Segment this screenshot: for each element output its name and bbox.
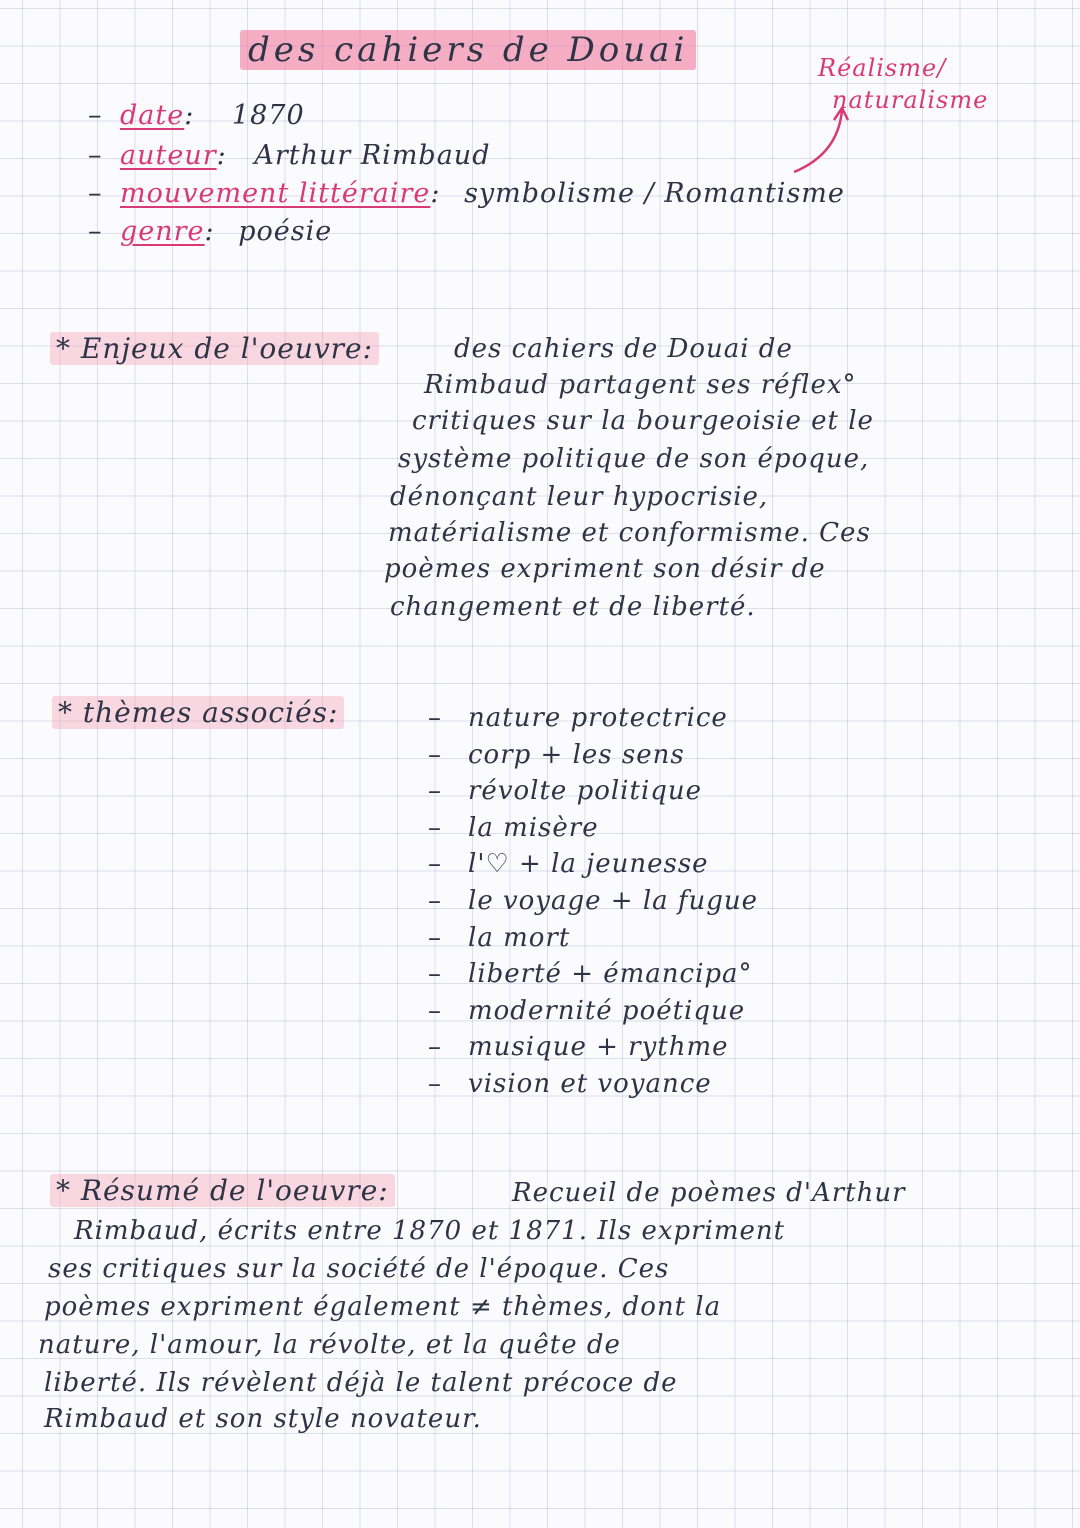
themes-heading-text: * thèmes associés: <box>52 696 344 729</box>
themes-list <box>428 700 758 1103</box>
enjeux-line-1: Rimbaud partagent ses réflex° <box>424 370 857 400</box>
meta-value: symbolisme / Romantisme <box>464 178 845 209</box>
side-note-line-1: Réalisme/ <box>818 54 947 82</box>
theme-item: – révolte politique <box>428 776 703 807</box>
meta-label: date <box>120 100 185 131</box>
enjeux-heading-text: * Enjeux de l'oeuvre: <box>50 332 379 365</box>
enjeux-line-5: matérialisme et conformisme. Ces <box>388 518 871 548</box>
side-note-line-2: naturalisme <box>832 86 989 114</box>
meta-label: mouvement littéraire <box>120 178 431 209</box>
theme-item: – la mort <box>428 922 571 953</box>
enjeux-line-0: des cahiers de Douai de <box>454 334 793 364</box>
theme-item: – l'♡ + la jeunesse <box>428 849 709 880</box>
enjeux-line-6: poèmes expriment son désir de <box>384 554 826 584</box>
meta-sep: : <box>216 140 227 171</box>
resume-line-1: Rimbaud, écrits entre 1870 et 1871. Ils expriment <box>74 1216 786 1246</box>
meta-row-date: – date: 1870 <box>88 100 305 131</box>
meta-row-mouvement: – mouvement littéraire: symbolisme / Romantisme <box>88 178 845 209</box>
enjeux-line-2: critiques sur la bourgeoisie et le <box>412 406 874 436</box>
meta-row-auteur: – auteur: Arthur Rimbaud <box>88 140 491 171</box>
resume-line-0: Recueil de poèmes d'Arthur <box>512 1178 906 1208</box>
theme-item: – liberté + émancipa° <box>428 959 753 990</box>
meta-sep: : <box>430 178 441 209</box>
page-title: des cahiers de Douai <box>240 30 696 70</box>
resume-line-2: ses critiques sur la société de l'époque. Ces <box>48 1254 670 1284</box>
theme-item: – le voyage + la fugue <box>428 885 759 916</box>
resume-line-5: liberté. Ils révèlent déjà le talent précoce de <box>44 1368 678 1398</box>
resume-heading-text: * Résumé de l'oeuvre: <box>50 1174 395 1207</box>
resume-line-4: nature, l'amour, la révolte, et la quête de <box>38 1330 621 1360</box>
theme-item: – modernité poétique <box>428 995 746 1026</box>
enjeux-line-4: dénonçant leur hypocrisie, <box>390 482 769 512</box>
enjeux-heading <box>50 332 379 365</box>
arrow-icon <box>790 106 870 186</box>
enjeux-line-7: changement et de liberté. <box>390 592 756 622</box>
meta-label: genre <box>120 216 205 247</box>
resume-heading <box>50 1174 395 1207</box>
meta-sep: : <box>204 216 215 247</box>
theme-item: – nature protectrice <box>428 703 728 733</box>
resume-line-6: Rimbaud et son style novateur. <box>44 1404 482 1434</box>
meta-value: 1870 <box>231 100 305 131</box>
meta-value: Arthur Rimbaud <box>254 140 491 171</box>
themes-heading <box>52 696 344 729</box>
enjeux-line-3: système politique de son époque, <box>398 444 870 474</box>
meta-label: auteur <box>120 140 217 171</box>
resume-line-3: poèmes expriment également ≠ thèmes, dont la <box>44 1292 722 1322</box>
theme-item: – la misère <box>428 812 599 843</box>
theme-item: – musique + rythme <box>428 1032 729 1063</box>
theme-item: – corp + les sens <box>428 739 685 770</box>
meta-row-genre: – genre: poésie <box>88 216 333 247</box>
meta-sep: : <box>184 100 195 131</box>
theme-item: – vision et voyance <box>428 1068 712 1099</box>
meta-value: poésie <box>238 216 333 247</box>
